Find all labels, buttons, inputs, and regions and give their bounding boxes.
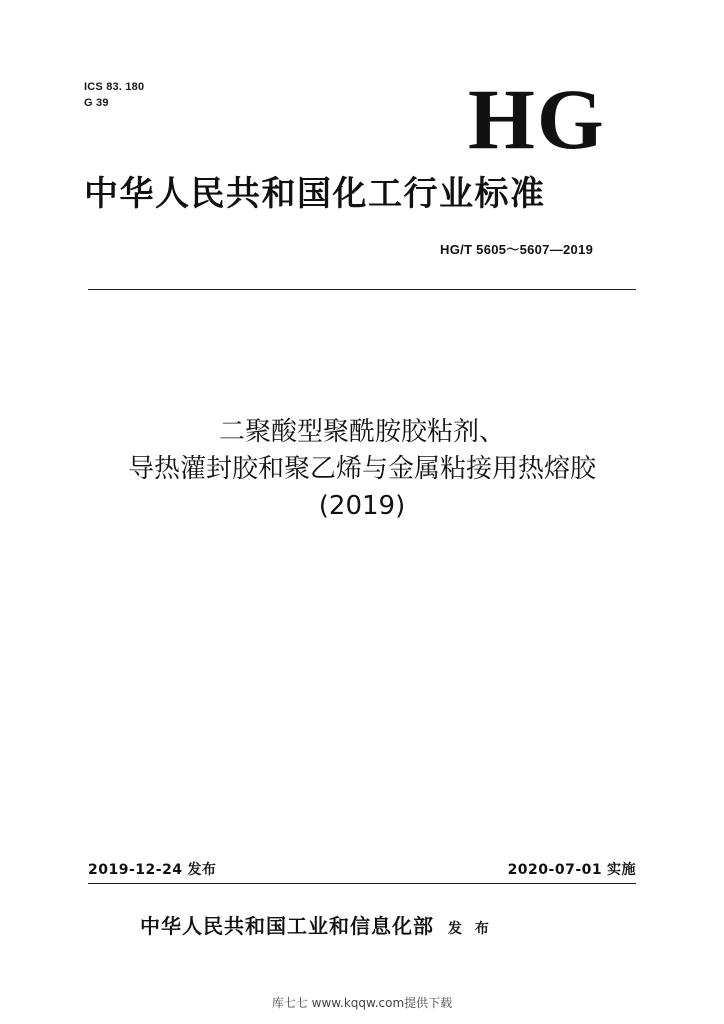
implementation-date: 2020-07-01 xyxy=(507,862,603,878)
implementation-date-block xyxy=(508,860,636,880)
classification-codes xyxy=(84,79,144,111)
title-line-3: (2019) xyxy=(318,491,406,521)
issue-date-block xyxy=(88,860,216,880)
top-divider xyxy=(88,289,636,290)
standard-number: HG/T 5605～5607—2019 xyxy=(440,242,594,257)
publisher-name: 中华人民共和国工业和信息化部 xyxy=(140,914,434,938)
ics-code: ICS 83. 180 xyxy=(84,81,145,93)
title-line-1: 二聚酸型聚酰胺胶粘剂、 xyxy=(218,417,505,447)
title-line-2: 导热灌封胶和聚乙烯与金属粘接用热熔胶 xyxy=(127,454,596,484)
publisher xyxy=(140,912,493,943)
bottom-divider xyxy=(88,883,636,884)
ccs-code: G 39 xyxy=(84,97,109,109)
issue-date: 2019-12-24 xyxy=(88,862,183,878)
document-title xyxy=(62,414,662,525)
hg-logo: HG xyxy=(468,71,606,167)
publisher-suffix: 发 布 xyxy=(448,921,493,937)
download-watermark: 库七七 www.kqqw.com提供下载 xyxy=(271,996,453,1010)
implementation-label: 实施 xyxy=(607,862,636,878)
standard-category-title: 中华人民共和国化工行业标准 xyxy=(84,174,546,214)
date-row xyxy=(88,860,636,880)
issue-label: 发布 xyxy=(187,862,217,878)
